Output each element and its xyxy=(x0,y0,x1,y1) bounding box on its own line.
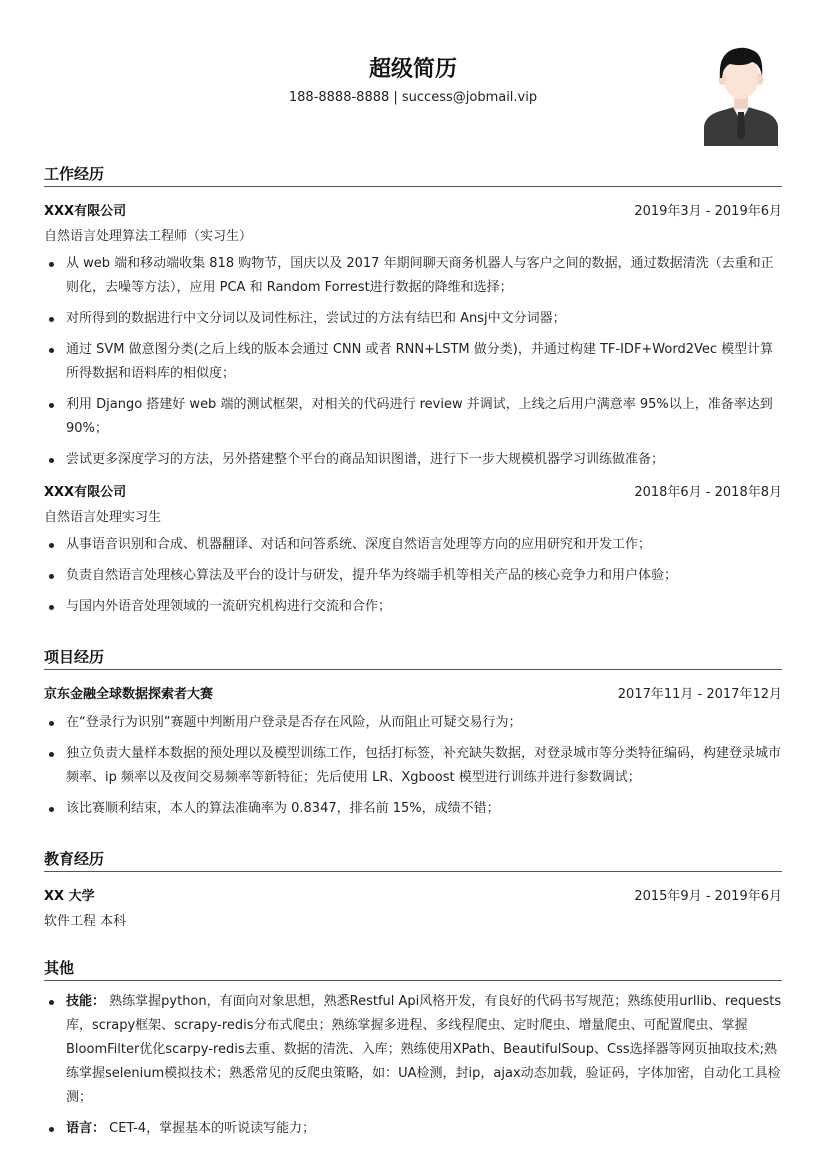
list-item-language xyxy=(44,1117,782,1141)
company-name: XXX有限公司 xyxy=(44,485,127,500)
work-bullet-list xyxy=(44,533,782,619)
entry-date: 2017年11月 - 2017年12月 xyxy=(617,687,782,702)
section-divider xyxy=(44,871,782,872)
project-entry-header xyxy=(44,683,782,703)
section-title-projects: 项目经历 xyxy=(44,648,105,666)
school-name: XX 大学 xyxy=(44,889,95,904)
section-divider xyxy=(44,186,782,187)
language-text: CET-4，掌握基本的听说读写能力； xyxy=(105,1121,316,1136)
company-name: XXX有限公司 xyxy=(44,204,127,219)
entry-date: 2019年3月 - 2019年6月 xyxy=(634,204,782,219)
other-bullet-list xyxy=(44,990,782,1141)
work-bullet-list xyxy=(44,252,782,472)
list-item: 该比赛顺利结束，本人的算法准确率为 0.8347，排名前 15%，成绩不错； xyxy=(44,797,782,821)
list-item: 独立负责大量样本数据的预处理以及模型训练工作，包括打标签，补充缺失数据，对登录城市等分类特征编码，构建登录城市频率、ip 频率以及夜间交易频率等新特征；先后使用 LR、Xgboost 模型进行训练并进行参数调试； xyxy=(44,742,782,790)
list-item: 在“登录行为识别”赛题中判断用户登录是否存在风险，从而阻止可疑交易行为； xyxy=(44,711,782,735)
skills-label: 技能： xyxy=(66,994,106,1009)
section-title-work: 工作经历 xyxy=(44,165,105,183)
section-title-other: 其他 xyxy=(44,959,75,977)
work-entry-header xyxy=(44,200,782,220)
project-bullet-list xyxy=(44,711,782,821)
list-item: 利用 Django 搭建好 web 端的测试框架，对相关的代码进行 review 并调试，上线之后用户满意率 95%以上，准备率达到 90%； xyxy=(44,393,782,441)
list-item: 负责自然语言处理核心算法及平台的设计与研发，提升华为终端手机等相关产品的核心竞争力和用户体验； xyxy=(44,564,782,588)
avatar xyxy=(700,40,782,146)
list-item: 与国内外语音处理领域的一流研究机构进行交流和合作； xyxy=(44,595,782,619)
project-name: 京东金融全球数据探索者大赛 xyxy=(44,687,214,702)
section-title-education: 教育经历 xyxy=(44,850,105,868)
section-divider xyxy=(44,980,782,981)
job-role: 自然语言处理算法工程师（实习生） xyxy=(44,229,253,244)
contact-info: 188-8888-8888 | success@jobmail.vip xyxy=(288,90,538,105)
skills-text: 熟练掌握python，有面向对象思想，熟悉Restful Api风格开发，有良好的代码书写规范；熟练使用urllib、requests库，scrapy框架、scrapy-redis分布式爬虫；熟练掌握多进程、多线程爬虫、定时爬虫、增量爬虫、可配置爬虫、掌握BloomFilter优化scarpy-redis去重、数据的清洗、入库；熟练使用XPath、BeautifulSoup、Css选择器等网页抽取技术;熟练掌握selenium模拟技术；熟悉常见的反爬虫策略，如：UA检测，封ip，ajax动态加载，验证码，字体加密，自动化工具检测； xyxy=(66,994,782,1105)
resume-name: 超级简历 xyxy=(368,57,457,82)
list-item: 通过 SVM 做意图分类(之后上线的版本会通过 CNN 或者 RNN+LSTM 做分类)，并通过构建 TF-IDF+Word2Vec 模型计算所得数据和语料库的相似度； xyxy=(44,338,782,386)
entry-date: 2018年6月 - 2018年8月 xyxy=(634,485,782,500)
language-label: 语言： xyxy=(66,1121,106,1136)
work-entry-header xyxy=(44,481,782,501)
major-degree: 软件工程 本科 xyxy=(44,914,127,929)
list-item: 对所得到的数据进行中文分词以及词性标注，尝试过的方法有结巴和 Ansj中文分词器； xyxy=(44,307,782,331)
job-role: 自然语言处理实习生 xyxy=(44,510,162,525)
section-divider xyxy=(44,669,782,670)
education-entry-header xyxy=(44,885,782,905)
list-item-skills xyxy=(44,990,782,1110)
list-item: 尝试更多深度学习的方法，另外搭建整个平台的商品知识图谱，进行下一步大规模机器学习训练做准备； xyxy=(44,448,782,472)
list-item: 从 web 端和移动端收集 818 购物节，国庆以及 2017 年期间聊天商务机器人与客户之间的数据，通过数据清洗（去重和正则化，去噪等方法），应用 PCA 和 Random Forrest进行数据的降维和选择； xyxy=(44,252,782,300)
entry-date: 2015年9月 - 2019年6月 xyxy=(634,889,782,904)
list-item: 从事语音识别和合成、机器翻译、对话和问答系统、深度自然语言处理等方向的应用研究和开发工作； xyxy=(44,533,782,557)
